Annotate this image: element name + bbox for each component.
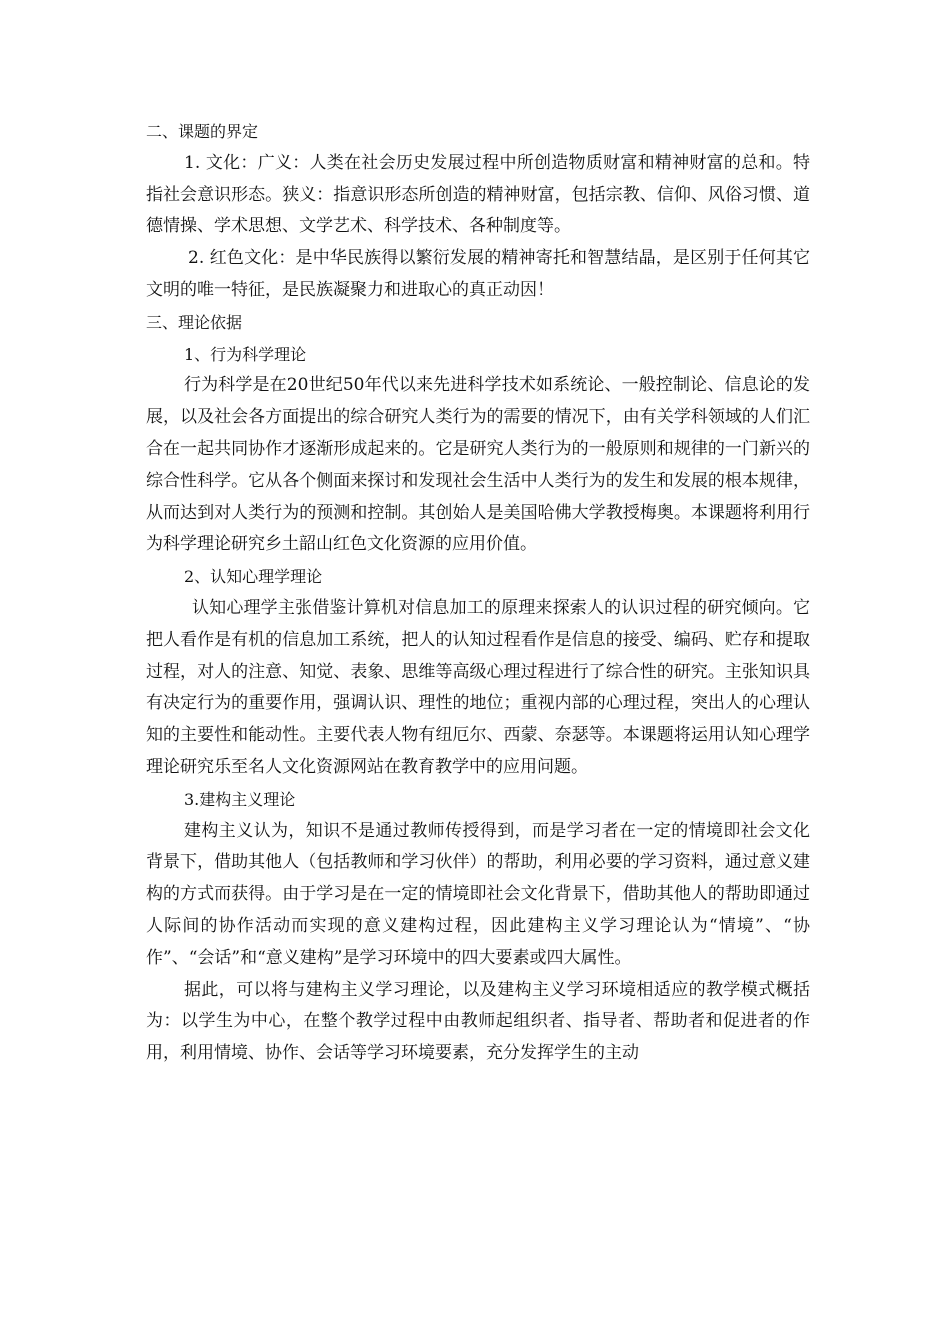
theory-heading-constructivism: 3.建构主义理论 (184, 789, 296, 809)
theory-text-behavioral-science: 行为科学是在20世纪50年代以来先进科学技术如系统论、一般控制论、信息论的发展，以及社会各方面提出的综合研究人类行为的需要的情况下，由有关学科领域的人们汇合在一起共同协作才逐渐形成起来的。它是研究人类行为的一般原则和规律的一门新兴的综合性科学。它从各个侧面来探讨和发现社会生活中人类行为的发生和发展的根本规律，从而达到对人类行为的预测和控制。其创始人是美国哈佛大学教授梅奥。本课题将利用行为科学理论研究乡土韶山红色文化资源的应用价值。 (146, 375, 810, 555)
theory-heading-behavioral-science: 1、行为科学理论 (184, 344, 307, 364)
section-heading-theory: 三、理论依据 (146, 312, 243, 332)
theory-text-constructivism-2: 据此，可以将与建构主义学习理论，以及建构主义学习环境相适应的教学模式概括为：以学生为中心，在整个教学过程中由教师起组织者、指导者、帮助者和促进者的作用，利用情境、协作、会话等学习环境要素，充分发挥学生的主动 (146, 979, 810, 1064)
theory-text-constructivism-1: 建构主义认为，知识不是通过教师传授得到，而是学习者在一定的情境即社会文化背景下，借助其他人（包括教师和学习伙伴）的帮助，利用必要的学习资料，通过意义建构的方式而获得。由于学习是在一定的情境即社会文化背景下，借助其他人的帮助即通过人际间的协作活动而实现的意义建构过程，因此建构主义学习理论认为“情境”、“协作”、“会话”和“意义建构”是学习环境中的四大要素或四大属性。 (146, 820, 810, 968)
document-page (146, 116, 810, 1070)
theory-heading-cognitive-psychology: 2、认知心理学理论 (184, 567, 323, 587)
definition-culture: 1. 文化：广义：人类在社会历史发展过程中所创造物质财富和精神财富的总和。特指社会意识形态。狭义：指意识形态所创造的精神财富，包括宗教、信仰、风俗习惯、道德情操、学术思想、文学艺术、科学技术、各种制度等。 (146, 152, 810, 237)
definition-red-culture: 2. 红色文化：是中华民族得以繁衍发展的精神寄托和智慧结晶，是区别于任何其它文明的唯一特征，是民族凝聚力和进取心的真正动因！ (146, 248, 810, 300)
section-heading-definition: 二、课题的界定 (146, 122, 259, 141)
theory-text-cognitive-psychology: 认知心理学主张借鉴计算机对信息加工的原理来探索人的认识过程的研究倾向。它把人看作是有机的信息加工系统，把人的认知过程看作是信息的接受、编码、贮存和提取过程，对人的注意、知觉、表象、思维等高级心理过程进行了综合性的研究。主张知识具有决定行为的重要作用，强调认识、理性的地位；重视内部的心理过程，突出人的心理认知的主要性和能动性。主要代表人物有纽厄尔、西蒙、奈瑟等。本课题将运用认知心理学理论研究乐至名人文化资源网站在教育教学中的应用问题。 (146, 597, 810, 777)
